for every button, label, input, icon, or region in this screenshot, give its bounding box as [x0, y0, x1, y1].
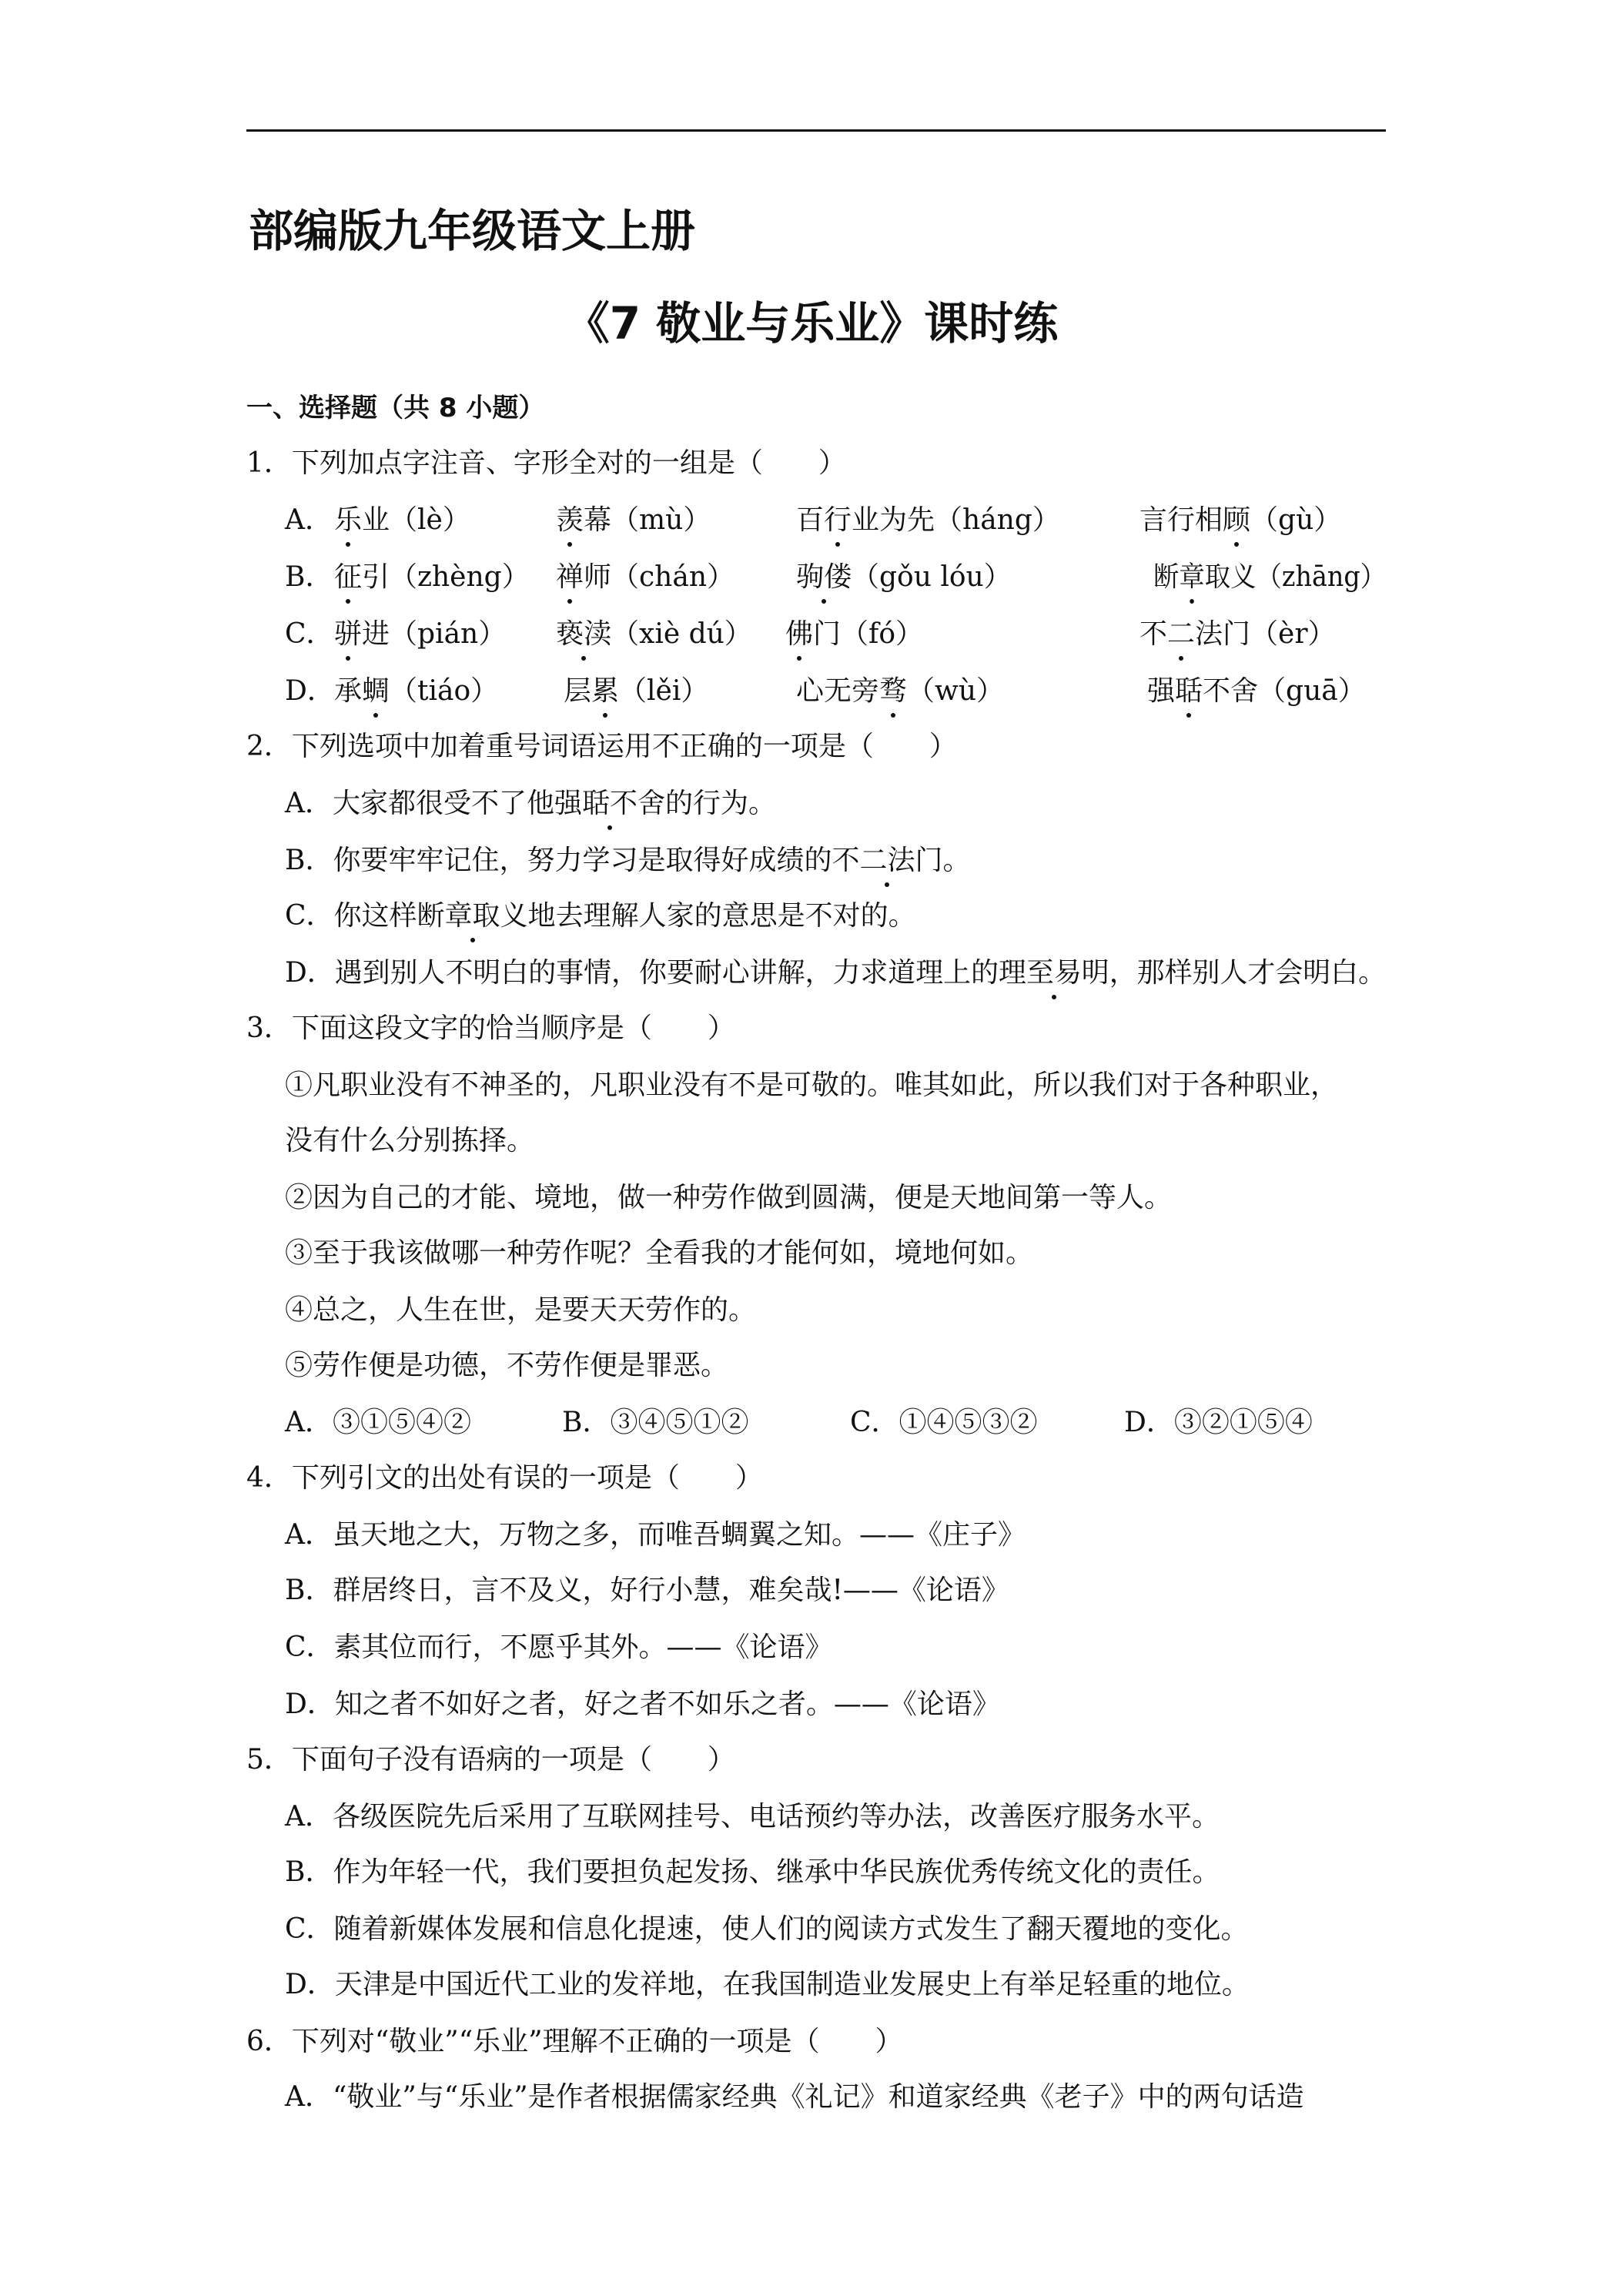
q3-option-a: A．③①⑤④② [285, 1407, 471, 1438]
q3-option-d: D．③②①⑤④ [1124, 1407, 1313, 1438]
q5-stem: 5．下面句子没有语病的一项是（ ） [246, 1744, 735, 1776]
emphasis-char: 聒 [1175, 673, 1203, 710]
document-title: 部编版九年级语文上册 [249, 205, 696, 257]
q3-sentence-4: ④总之，人生在世，是要天天劳作的。 [285, 1294, 757, 1326]
q6-option-a: A．“敬业”与“乐业”是作者根据儒家经典《礼记》和道家经典《老子》中的两句话造 [285, 2081, 1304, 2113]
emphasis-char: 章 [1179, 559, 1204, 596]
q2-option-c: C．你这样断章取义地去理解人家的意思是不对的。 [285, 898, 916, 935]
q1-option-b-label: B． [285, 561, 333, 593]
q1-stem: 1．下列加点字注音、字形全对的一组是（ ） [246, 447, 846, 479]
q1-d-item-1: 承蜩（tiáo） [334, 673, 498, 710]
q4-option-a: A．虽天地之大，万物之多，而唯吾蜩翼之知。——《庄子》 [285, 1519, 1026, 1551]
q1-a-item-3: 百行业为先（háng） [796, 502, 1060, 539]
emphasis-char: 羡 [556, 502, 584, 539]
q1-a-item-2: 羡幕（mù） [556, 502, 711, 539]
q3-sentence-1: ①凡职业没有不神圣的，凡职业没有不是可敬的。唯其如此，所以我们对于各种职业， [285, 1069, 1339, 1101]
q5-option-b: B．作为年轻一代，我们要担负起发扬、继承中华民族优秀传统文化的责任。 [285, 1856, 1220, 1888]
q1-c-item-2: 亵渎（xiè dú） [556, 616, 752, 653]
q4-stem: 4．下列引文的出处有误的一项是（ ） [246, 1462, 763, 1494]
emphasis-phrase: 断章取义 [417, 898, 528, 935]
emphasis-phrase: 强聒不舍 [554, 785, 665, 822]
q1-option-c-label: C． [285, 618, 334, 650]
q1-d-item-3: 心无旁骛（wù） [796, 673, 1004, 710]
q3-stem: 3．下面这段文字的恰当顺序是（ ） [246, 1012, 735, 1044]
emphasis-char: 禅 [556, 559, 584, 596]
emphasis-phrase: 理至易明 [999, 955, 1109, 992]
q1-c-item-3: 佛门（fó） [785, 616, 923, 653]
q3-sentence-1-cont: 没有什么分别拣择。 [285, 1125, 535, 1156]
q1-c-item-4: 不二法门（èr） [1139, 616, 1336, 653]
q1-d-item-4: 强聒不舍（guā） [1147, 673, 1366, 710]
emphasis-char: 顾 [1223, 502, 1250, 539]
emphasis-char: 征 [334, 559, 362, 596]
document-subtitle: 《7 敬业与乐业》课时练 [564, 297, 1059, 350]
q1-b-item-3: 驹偻（gǒu lóu） [796, 559, 1012, 596]
q1-b-item-2: 禅师（chán） [556, 559, 735, 596]
emphasis-char: 累 [591, 673, 619, 710]
q3-option-c: C．①④⑤③② [850, 1407, 1038, 1438]
q1-option-d-label: D． [285, 675, 335, 707]
q1-d-item-2: 层累（lěi） [564, 673, 708, 710]
q5-option-a: A．各级医院先后采用了互联网挂号、电话预约等办法，改善医疗服务水平。 [285, 1801, 1220, 1832]
q4-option-d: D．知之者不如好之者，好之者不如乐之者。——《论语》 [285, 1689, 1000, 1720]
emphasis-char: 骛 [879, 673, 907, 710]
q3-option-b: B．③④⑤①② [562, 1407, 749, 1438]
emphasis-char: 蜩 [362, 673, 390, 710]
q2-option-b: B．你要牢牢记住，努力学习是取得好成绩的不二法门。 [285, 842, 971, 879]
emphasis-char: 骈 [334, 616, 362, 653]
emphasis-phrase: 不二法门 [832, 842, 942, 879]
q6-stem: 6．下列对“敬业”“乐业”理解不正确的一项是（ ） [246, 2026, 903, 2057]
q4-option-c: C．素其位而行，不愿乎其外。——《论语》 [285, 1632, 833, 1663]
section-heading: 一、选择题（共 8 小题） [246, 393, 545, 423]
q1-b-item-4: 断章取义（zhāng） [1153, 559, 1386, 596]
emphasis-char: 乐 [334, 502, 362, 539]
q2-option-d: D．遇到别人不明白的事情，你要耐心讲解，力求道理上的理至易明，那样别人才会明白。 [285, 955, 1386, 992]
header-rule [246, 129, 1386, 132]
q3-sentence-2: ②因为自己的才能、境地，做一种劳作做到圆满，便是天地间第一等人。 [285, 1182, 1173, 1213]
q4-option-b: B．群居终日，言不及义，好行小慧，难矣哉!——《论语》 [285, 1575, 1009, 1606]
q1-option-a-label: A． [285, 504, 333, 536]
emphasis-char: 佛 [785, 616, 813, 653]
q5-option-d: D．天津是中国近代工业的发祥地，在我国制造业发展史上有举足轻重的地位。 [285, 1969, 1250, 2000]
emphasis-char: 行 [824, 502, 852, 539]
q1-a-item-4: 言行相顾（gù） [1139, 502, 1341, 539]
emphasis-char: 二 [1167, 616, 1195, 653]
q2-stem: 2．下列选项中加着重号词语运用不正确的一项是（ ） [246, 731, 957, 762]
q1-c-item-1: 骈进（pián） [334, 616, 506, 653]
q1-b-item-1: 征引（zhèng） [334, 559, 530, 596]
q2-option-a: A．大家都很受不了他强聒不舍的行为。 [285, 785, 776, 822]
q3-sentence-5: ⑤劳作便是功德，不劳作便是罪恶。 [285, 1350, 729, 1381]
q5-option-c: C．随着新媒体发展和信息化提速，使人们的阅读方式发生了翻天覆地的变化。 [285, 1913, 1249, 1945]
q1-a-item-1: 乐业（lè） [334, 502, 470, 539]
emphasis-char: 亵渎 [556, 616, 611, 653]
emphasis-char: 驹偻 [796, 559, 852, 596]
q3-sentence-3: ③至于我该做哪一种劳作呢？全看我的才能何如，境地何如。 [285, 1237, 1034, 1269]
